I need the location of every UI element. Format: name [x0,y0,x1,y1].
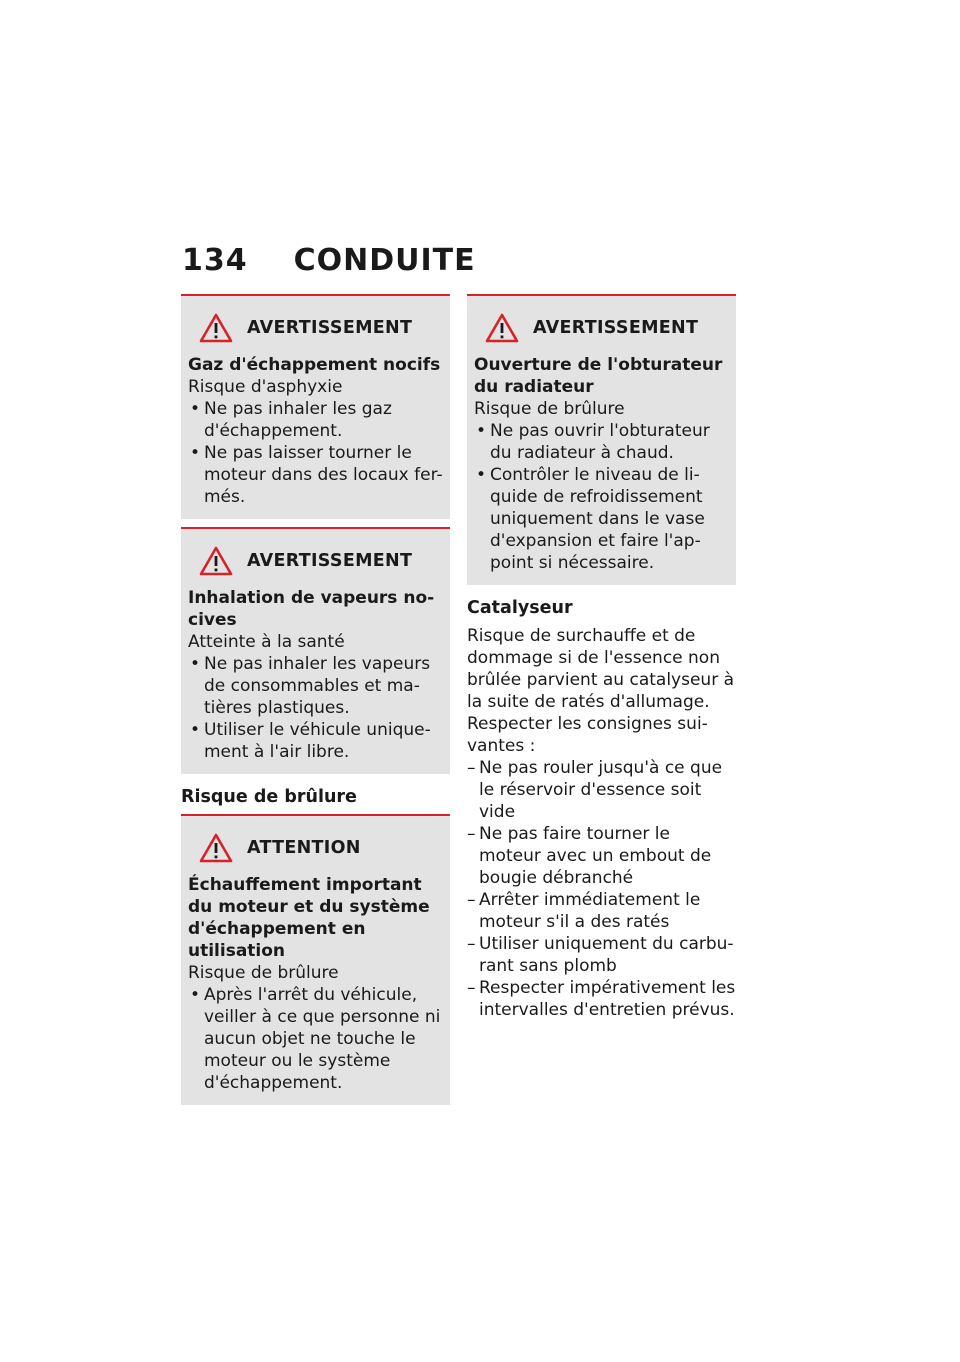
warning-triangle-icon [199,833,233,863]
warning-header [188,308,443,348]
warning-title: Ouverture de l'obturateur du radiateur [474,355,723,397]
signal-word: ATTENTION [247,838,361,858]
warning-header [188,541,443,581]
right-column [467,294,736,1021]
catalyst-paragraph: Risque de surchauffe et de dommage si de l'essence non brûlée parvient au catalyseur à la suite de ratés d'allumage. Respecter les consignes sui- vantes : [467,626,735,756]
warning-risk: Risque d'asphyxie [188,377,343,397]
page-number: 134 [182,243,248,278]
warning-bullets [188,398,443,508]
warning-header [474,308,729,348]
catalyst-instructions [467,757,736,1021]
chapter-title: CONDUITE [293,243,476,278]
signal-word: AVERTISSEMENT [533,318,699,338]
signal-word: AVERTISSEMENT [247,318,413,338]
warning-triangle-icon [485,313,519,343]
warning-title: Échauffement important du moteur et du système d'échappement en utilisation [188,875,430,961]
bullet-item: • Contrôler le niveau de li- quide de refroidissement uniquement dans le vase d'expansion et faire l'ap- point si nécessaire. [474,464,729,574]
bullet-item: • Ne pas inhaler les gaz d'échappement. [188,398,443,442]
warning-triangle-icon [199,546,233,576]
section-heading-burn-risk: Risque de brûlure [181,787,357,807]
left-column [181,294,450,1113]
section-heading-catalyst: Catalyseur [467,598,573,618]
list-item: – Ne pas faire tourner le moteur avec un embout de bougie débranché [467,823,736,889]
page-header [182,243,476,278]
attention-box-engine-heat [181,814,450,1105]
warning-box-exhaust-gas [181,294,450,519]
warning-box-radiator-cap [467,294,736,585]
bullet-item: • Ne pas inhaler les vapeurs de consommables et ma- tières plastiques. [188,653,443,719]
bullet-item: • Utiliser le véhicule unique- ment à l'air libre. [188,719,443,763]
warning-header [188,828,443,868]
warning-bullets [188,653,443,763]
warning-box-harmful-vapours [181,527,450,774]
list-item: – Utiliser uniquement du carbu- rant sans plomb [467,933,736,977]
warning-triangle-icon [199,313,233,343]
warning-risk: Atteinte à la santé [188,632,345,652]
warning-risk: Risque de brûlure [188,963,339,983]
warning-title: Gaz d'échappement nocifs [188,355,441,375]
signal-word: AVERTISSEMENT [247,551,413,571]
list-item: – Ne pas rouler jusqu'à ce que le réservoir d'essence soit vide [467,757,736,823]
warning-title: Inhalation de vapeurs no- cives [188,588,435,630]
warning-bullets [474,420,729,574]
warning-risk: Risque de brûlure [474,399,625,419]
list-item: – Arrêter immédiatement le moteur s'il a des ratés [467,889,736,933]
list-item: – Respecter impérativement les intervalles d'entretien prévus. [467,977,736,1021]
bullet-item: • Après l'arrêt du véhicule, veiller à ce que personne ni aucun objet ne touche le moteur ou le système d'échappement. [188,984,443,1094]
bullet-item: • Ne pas ouvrir l'obturateur du radiateur à chaud. [474,420,729,464]
bullet-item: • Ne pas laisser tourner le moteur dans des locaux fer- més. [188,442,443,508]
warning-bullets [188,984,443,1094]
